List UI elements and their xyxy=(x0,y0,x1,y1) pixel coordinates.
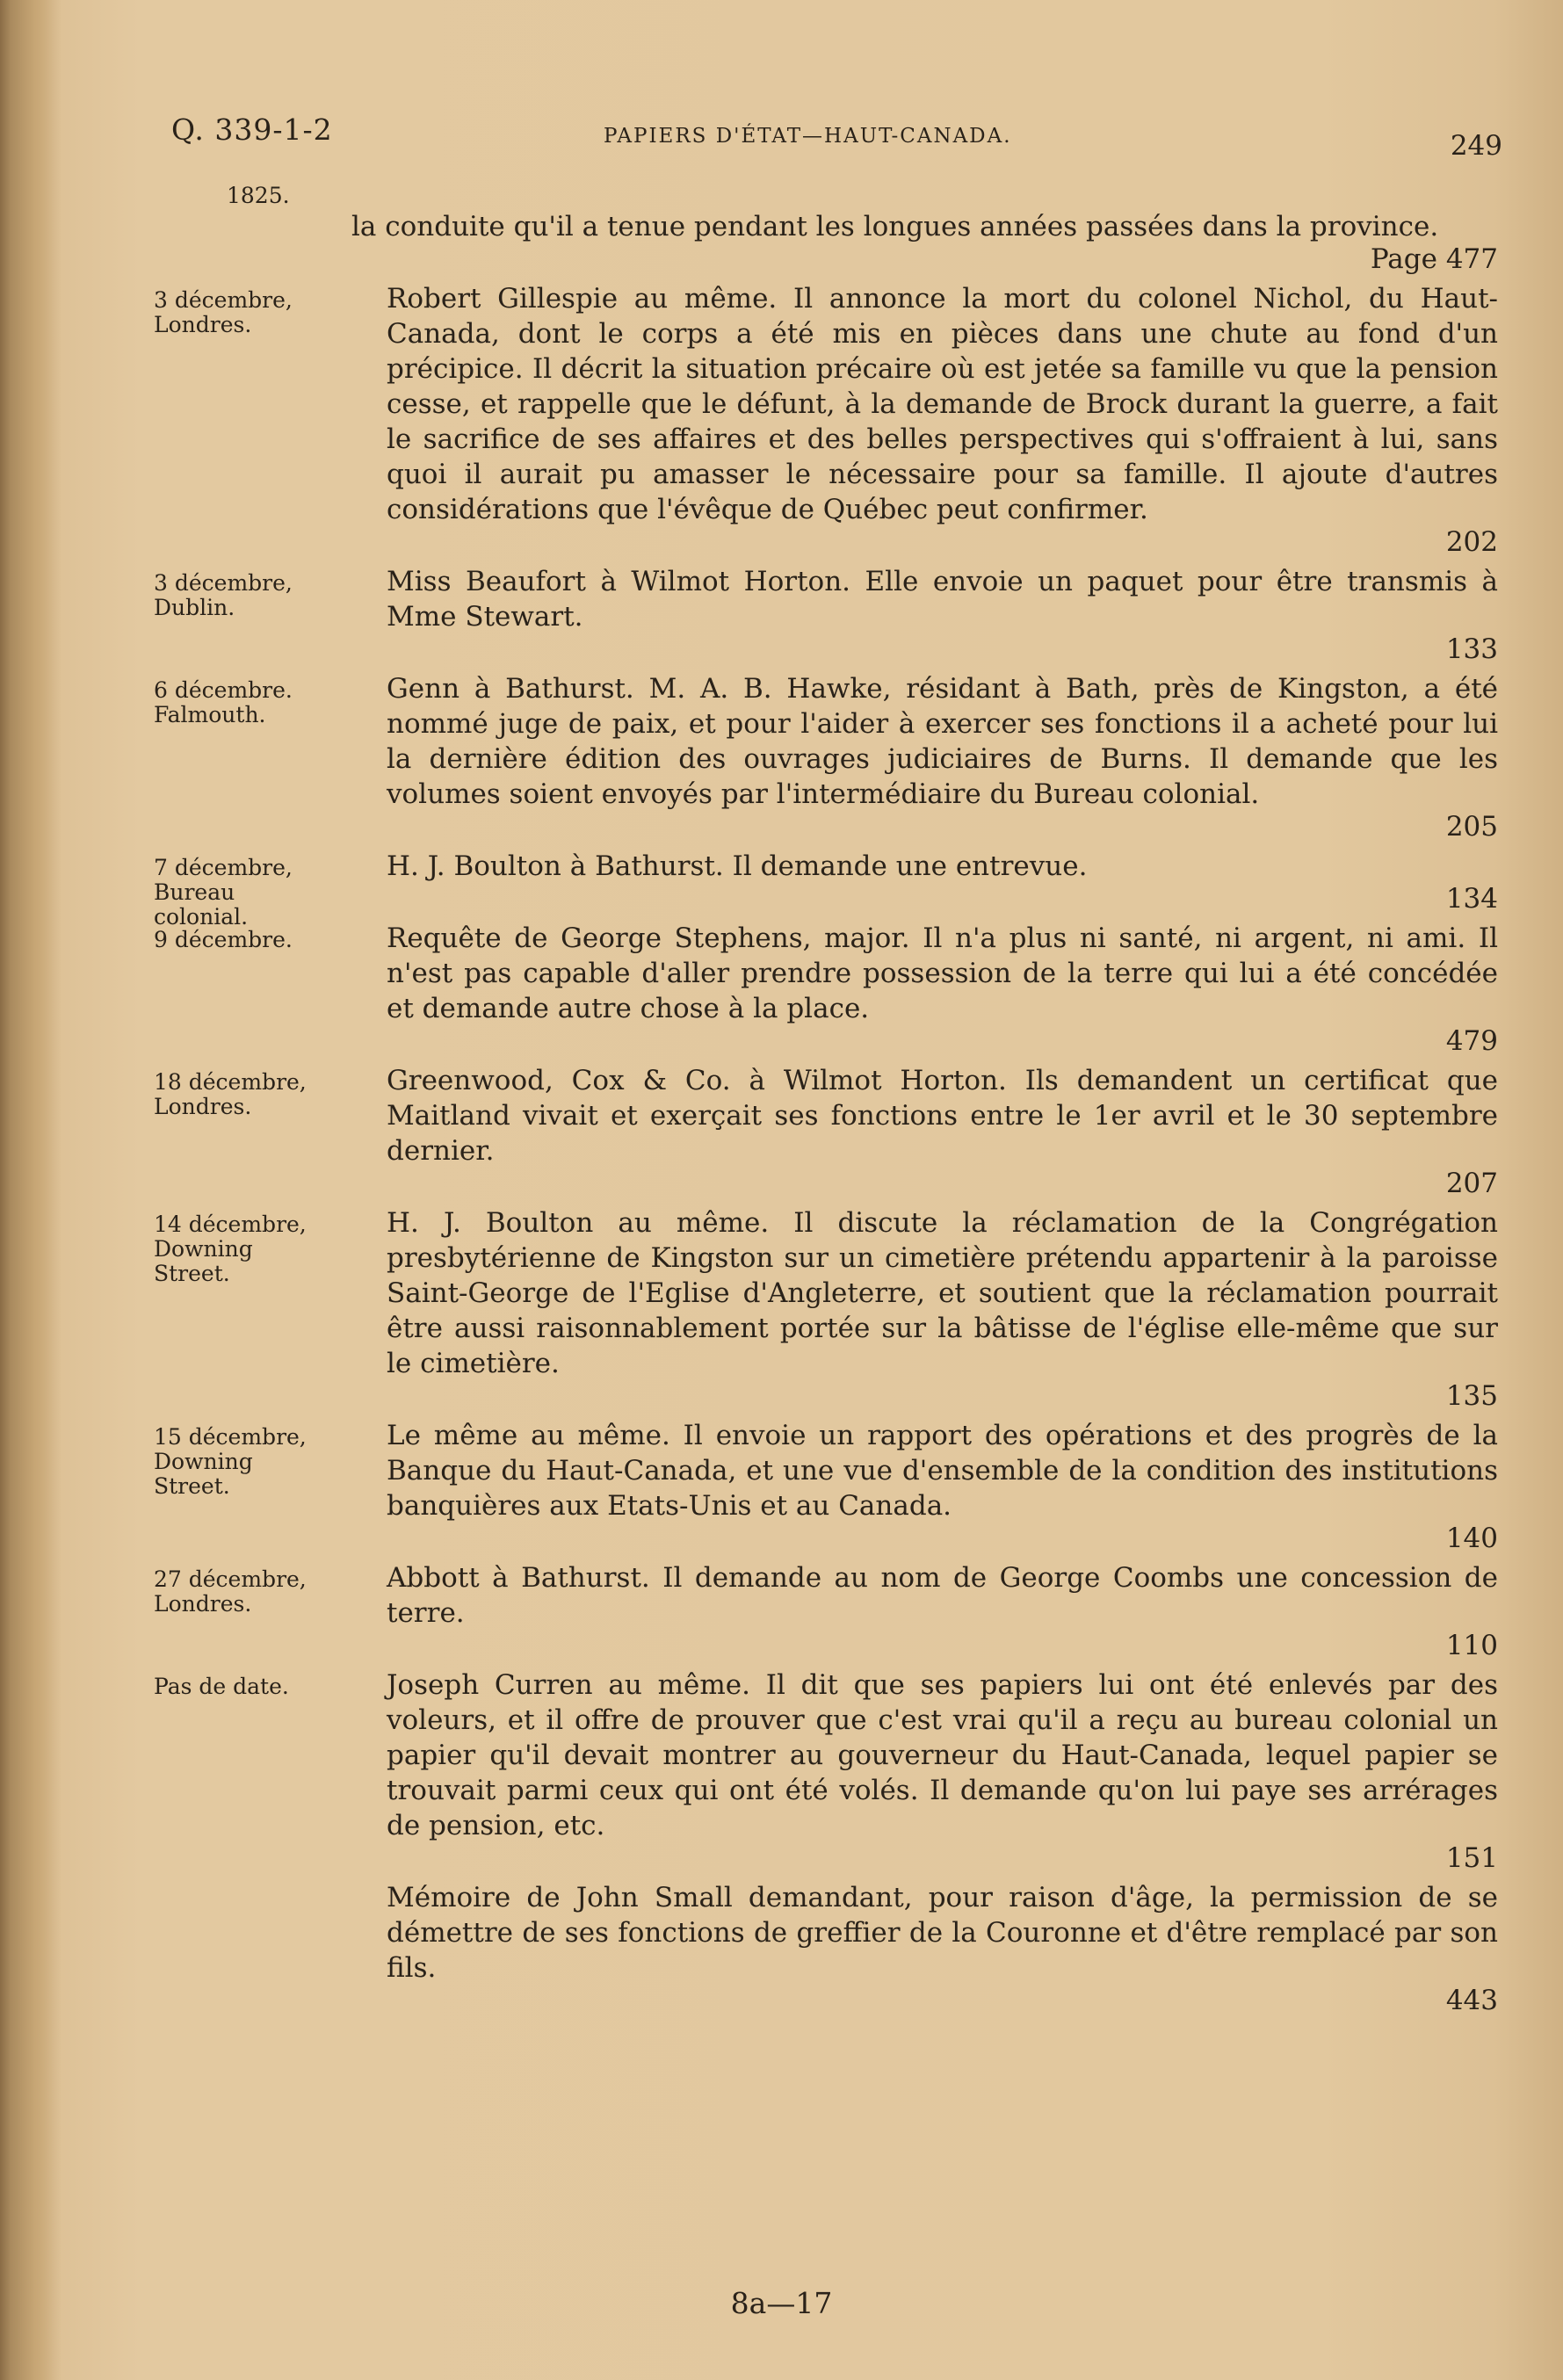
page-reference: 205 xyxy=(1445,811,1498,843)
year-label: 1825. xyxy=(227,183,290,208)
entry-item xyxy=(154,1205,1498,1411)
page-number: 249 xyxy=(1450,130,1502,162)
page-reference: 140 xyxy=(1445,1523,1498,1554)
entry-date: 18 décembre, Londres. xyxy=(154,1069,307,1119)
entry-item xyxy=(154,849,1498,930)
entry-text: Genn à Bathurst. M. A. B. Hawke, résidant à Bath, près de Kingston, a été nommé juge de paix, et pour l'aider à exercer ses fonctions il a acheté pour lui la dernière édition des ouvrages judiciaires de Burns. Il demande que les volumes soient envoyés par l'intermédiaire du Bureau colonial. xyxy=(387,673,1498,810)
entry-text: Robert Gillespie au même. Il annonce la mort du colonel Nichol, du Haut-Canada, dont le corps a été mis en pièces dans une chute au fond d'un précipice. Il décrit la situation précaire où est jetée sa famille vu que la pension cesse, et rappelle que le défunt, à la demande de Brock durant la guerre, a fait le sacrifice de ses affaires et des belles perspectives qui s'offraient à lui, sans quoi il aurait pu amasser le nécessaire pour sa famille. Il ajoute d'autres considérations que l'évêque de Québec peut confirmer. xyxy=(387,283,1498,525)
entry-date: 14 décembre, Downing Street. xyxy=(154,1212,307,1286)
entry-item xyxy=(154,671,1498,842)
entry-body xyxy=(351,1205,1498,1411)
page-reference: 110 xyxy=(1445,1630,1498,1661)
entry-text: H. J. Boulton à Bathurst. Il demande une entrevue. xyxy=(387,850,1088,882)
page-reference: 135 xyxy=(1445,1380,1498,1412)
entry-text: Miss Beaufort à Wilmot Horton. Elle envoie un paquet pour être transmis à Mme Stewart. xyxy=(387,566,1498,633)
entry-body xyxy=(351,281,1498,557)
entry-text: Joseph Curren au même. Il dit que ses papiers lui ont été enlevés par des voleurs, et il offre de prouver que c'est vrai qu'il a reçu au bureau colonial un papier qu'il devait montrer au gouverneur du Haut-Canada, lequel papier se trouvait parmi ceux qui ont été volés. Il demande qu'on lui paye ses arrérages de pension, etc. xyxy=(387,1669,1498,1841)
entry-date: 3 décembre, Dublin. xyxy=(154,570,293,620)
entry-body xyxy=(351,1418,1498,1553)
page-reference: 479 xyxy=(1445,1025,1498,1057)
page-header xyxy=(171,112,1502,165)
page-reference: 151 xyxy=(1445,1842,1498,1874)
page-reference: Page 477 xyxy=(1370,243,1498,275)
page-reference: 202 xyxy=(1445,526,1498,558)
entry-text: H. J. Boulton au même. Il discute la réclamation de la Congrégation presbytérienne de Kingston sur un cimetière prétendu appartenir à la paroisse Saint-George de l'Eglise d'Angleterre, et soutient que la réclamation pourrait être aussi raisonnablement portée sur la bâtisse de l'église elle-même que sur le cimetière. xyxy=(387,1207,1498,1379)
book-spine-shadow xyxy=(0,0,62,2380)
page-reference: 133 xyxy=(1445,633,1498,665)
entry-body xyxy=(351,849,1498,914)
entry-body xyxy=(351,209,1498,274)
entry-date: 15 décembre, Downing Street. xyxy=(154,1424,307,1499)
entry-item xyxy=(154,1418,1498,1553)
entry-item xyxy=(154,1667,1498,1873)
entry-date: Pas de date. xyxy=(154,1674,289,1699)
entry-body xyxy=(351,921,1498,1056)
entry-text: Greenwood, Cox & Co. à Wilmot Horton. Ils demandent un certificat que Maitland vivait et exerçait ses fonctions entre le 1er avril et le 30 septembre dernier. xyxy=(387,1065,1498,1167)
archive-reference: Q. 339-1-2 xyxy=(171,112,333,147)
entry-text: la conduite qu'il a tenue pendant les longues années passées dans la province. xyxy=(351,211,1439,242)
running-title: PAPIERS D'ÉTAT—HAUT-CANADA. xyxy=(604,125,1012,148)
entry-body xyxy=(351,1063,1498,1198)
entry-item xyxy=(154,281,1498,557)
entry-date: 27 décembre, Londres. xyxy=(154,1566,307,1617)
entry-text: Mémoire de John Small demandant, pour raison d'âge, la permission de se démettre de ses fonctions de greffier de la Couronne et d'être remplacé par son fils. xyxy=(387,1882,1498,1984)
entry-date: 9 décembre. xyxy=(154,927,293,952)
entry-body xyxy=(351,1560,1498,1660)
page-footer-signature: 8a—17 xyxy=(730,2286,833,2320)
entry-body xyxy=(351,564,1498,664)
entry-date: 6 décembre. Falmouth. xyxy=(154,677,293,727)
entry-text: Requête de George Stephens, major. Il n'a plus ni santé, ni argent, ni ami. Il n'est pas capable d'aller prendre possession de la terre qui lui a été concédée et demande autre chose à la place. xyxy=(387,922,1498,1024)
page-reference: 134 xyxy=(1445,883,1498,915)
page-reference: 207 xyxy=(1445,1168,1498,1199)
entry-item xyxy=(154,1063,1498,1198)
entry-continuation xyxy=(154,209,1498,274)
entry-item xyxy=(154,1880,1498,2015)
entry-list xyxy=(154,209,1498,2022)
entry-body xyxy=(351,1880,1498,2015)
entry-item xyxy=(154,1560,1498,1660)
entry-body xyxy=(351,1667,1498,1873)
entry-date: 3 décembre, Londres. xyxy=(154,287,293,337)
entry-date: 7 décembre, Bureau colonial. xyxy=(154,855,293,930)
entry-text: Le même au même. Il envoie un rapport des opérations et des progrès de la Banque du Haut-Canada, et une vue d'ensemble de la condition des institutions banquières aux Etats-Unis et au Canada. xyxy=(387,1420,1498,1522)
entry-text: Abbott à Bathurst. Il demande au nom de George Coombs une concession de terre. xyxy=(387,1562,1498,1629)
entry-item xyxy=(154,564,1498,664)
entry-item xyxy=(154,921,1498,1056)
entry-body xyxy=(351,671,1498,842)
page-reference: 443 xyxy=(1445,1985,1498,2016)
